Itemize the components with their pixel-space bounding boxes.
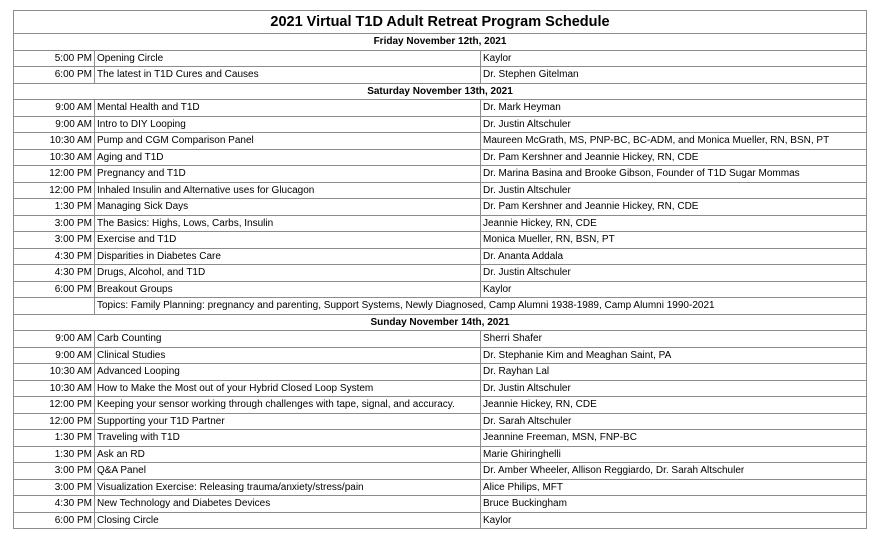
session-time: 9:00 AM (14, 100, 95, 117)
session-presenter: Kaylor (481, 512, 867, 529)
session-row (14, 265, 867, 282)
session-title: Disparities in Diabetes Care (95, 248, 481, 265)
schedule-table (13, 10, 867, 529)
session-presenter: Sherri Shafer (481, 331, 867, 348)
session-time: 6:00 PM (14, 281, 95, 298)
session-time: 10:30 AM (14, 380, 95, 397)
session-row (14, 512, 867, 529)
session-time: 12:00 PM (14, 182, 95, 199)
day-header-row (14, 314, 867, 331)
session-time: 6:00 PM (14, 512, 95, 529)
session-title: Intro to DIY Looping (95, 116, 481, 133)
session-title: Carb Counting (95, 331, 481, 348)
session-title: Keeping your sensor working through challenges with tape, signal, and accuracy. (95, 397, 481, 414)
session-row (14, 430, 867, 447)
session-time: 12:00 PM (14, 166, 95, 183)
session-time: 5:00 PM (14, 50, 95, 67)
session-row (14, 380, 867, 397)
session-presenter: Dr. Pam Kershner and Jeannie Hickey, RN, CDE (481, 199, 867, 216)
schedule-body (14, 11, 867, 529)
session-title: Q&A Panel (95, 463, 481, 480)
topics-note-spacer (14, 298, 95, 315)
session-presenter: Dr. Mark Heyman (481, 100, 867, 117)
session-presenter: Dr. Justin Altschuler (481, 182, 867, 199)
session-title: Managing Sick Days (95, 199, 481, 216)
session-row (14, 232, 867, 249)
session-title: The latest in T1D Cures and Causes (95, 67, 481, 84)
session-time: 10:30 AM (14, 133, 95, 150)
session-presenter: Dr. Rayhan Lal (481, 364, 867, 381)
session-title: How to Make the Most out of your Hybrid Closed Loop System (95, 380, 481, 397)
session-title: Inhaled Insulin and Alternative uses for Glucagon (95, 182, 481, 199)
session-presenter: Jeannine Freeman, MSN, FNP-BC (481, 430, 867, 447)
session-row (14, 116, 867, 133)
session-presenter: Dr. Justin Altschuler (481, 380, 867, 397)
session-row (14, 133, 867, 150)
session-title: New Technology and Diabetes Devices (95, 496, 481, 513)
session-row (14, 496, 867, 513)
session-row (14, 347, 867, 364)
session-title: Opening Circle (95, 50, 481, 67)
session-presenter: Kaylor (481, 50, 867, 67)
session-row (14, 479, 867, 496)
session-row (14, 149, 867, 166)
session-presenter: Maureen McGrath, MS, PNP-BC, BC-ADM, and Monica Mueller, RN, BSN, PT (481, 133, 867, 150)
session-time: 1:30 PM (14, 430, 95, 447)
session-title: Closing Circle (95, 512, 481, 529)
session-presenter: Dr. Sarah Altschuler (481, 413, 867, 430)
session-time: 9:00 AM (14, 331, 95, 348)
topics-note-row (14, 298, 867, 315)
day-header-row (14, 34, 867, 51)
session-row (14, 413, 867, 430)
session-time: 12:00 PM (14, 397, 95, 414)
session-title: The Basics: Highs, Lows, Carbs, Insulin (95, 215, 481, 232)
day-header: Saturday November 13th, 2021 (14, 83, 867, 100)
session-row (14, 182, 867, 199)
session-presenter: Dr. Justin Altschuler (481, 116, 867, 133)
session-title: Exercise and T1D (95, 232, 481, 249)
session-presenter: Jeannie Hickey, RN, CDE (481, 397, 867, 414)
session-row (14, 50, 867, 67)
session-row (14, 397, 867, 414)
session-row (14, 281, 867, 298)
session-title: Clinical Studies (95, 347, 481, 364)
session-row (14, 166, 867, 183)
session-row (14, 331, 867, 348)
session-time: 9:00 AM (14, 347, 95, 364)
schedule-title: 2021 Virtual T1D Adult Retreat Program Schedule (14, 11, 867, 34)
session-time: 9:00 AM (14, 116, 95, 133)
session-presenter: Dr. Stephen Gitelman (481, 67, 867, 84)
session-presenter: Kaylor (481, 281, 867, 298)
session-title: Aging and T1D (95, 149, 481, 166)
session-title: Advanced Looping (95, 364, 481, 381)
title-row (14, 11, 867, 34)
session-time: 3:00 PM (14, 479, 95, 496)
session-presenter: Dr. Ananta Addala (481, 248, 867, 265)
session-row (14, 446, 867, 463)
session-title: Supporting your T1D Partner (95, 413, 481, 430)
session-title: Breakout Groups (95, 281, 481, 298)
day-header: Sunday November 14th, 2021 (14, 314, 867, 331)
session-time: 6:00 PM (14, 67, 95, 84)
session-title: Visualization Exercise: Releasing trauma/anxiety/stress/pain (95, 479, 481, 496)
session-row (14, 100, 867, 117)
session-presenter: Alice Philips, MFT (481, 479, 867, 496)
session-time: 4:30 PM (14, 248, 95, 265)
session-presenter: Marie Ghiringhelli (481, 446, 867, 463)
day-header: Friday November 12th, 2021 (14, 34, 867, 51)
session-title: Drugs, Alcohol, and T1D (95, 265, 481, 282)
session-presenter: Dr. Stephanie Kim and Meaghan Saint, PA (481, 347, 867, 364)
session-time: 3:00 PM (14, 463, 95, 480)
session-presenter: Dr. Amber Wheeler, Allison Reggiardo, Dr. Sarah Altschuler (481, 463, 867, 480)
session-time: 1:30 PM (14, 199, 95, 216)
session-row (14, 463, 867, 480)
session-presenter: Dr. Justin Altschuler (481, 265, 867, 282)
session-presenter: Dr. Pam Kershner and Jeannie Hickey, RN, CDE (481, 149, 867, 166)
session-presenter: Jeannie Hickey, RN, CDE (481, 215, 867, 232)
session-time: 3:00 PM (14, 215, 95, 232)
topics-note: Topics: Family Planning: pregnancy and parenting, Support Systems, Newly Diagnosed, Camp Alumni 1938-1989, Camp Alumni 1990-2021 (95, 298, 867, 315)
day-header-row (14, 83, 867, 100)
session-row (14, 215, 867, 232)
session-presenter: Monica Mueller, RN, BSN, PT (481, 232, 867, 249)
session-time: 4:30 PM (14, 265, 95, 282)
session-title: Pump and CGM Comparison Panel (95, 133, 481, 150)
session-row (14, 248, 867, 265)
session-time: 1:30 PM (14, 446, 95, 463)
session-title: Mental Health and T1D (95, 100, 481, 117)
session-presenter: Dr. Marina Basina and Brooke Gibson, Founder of T1D Sugar Mommas (481, 166, 867, 183)
session-title: Traveling with T1D (95, 430, 481, 447)
session-title: Ask an RD (95, 446, 481, 463)
session-time: 10:30 AM (14, 364, 95, 381)
session-time: 10:30 AM (14, 149, 95, 166)
session-row (14, 67, 867, 84)
session-presenter: Bruce Buckingham (481, 496, 867, 513)
session-title: Pregnancy and T1D (95, 166, 481, 183)
session-time: 3:00 PM (14, 232, 95, 249)
session-row (14, 364, 867, 381)
session-row (14, 199, 867, 216)
session-time: 4:30 PM (14, 496, 95, 513)
session-time: 12:00 PM (14, 413, 95, 430)
